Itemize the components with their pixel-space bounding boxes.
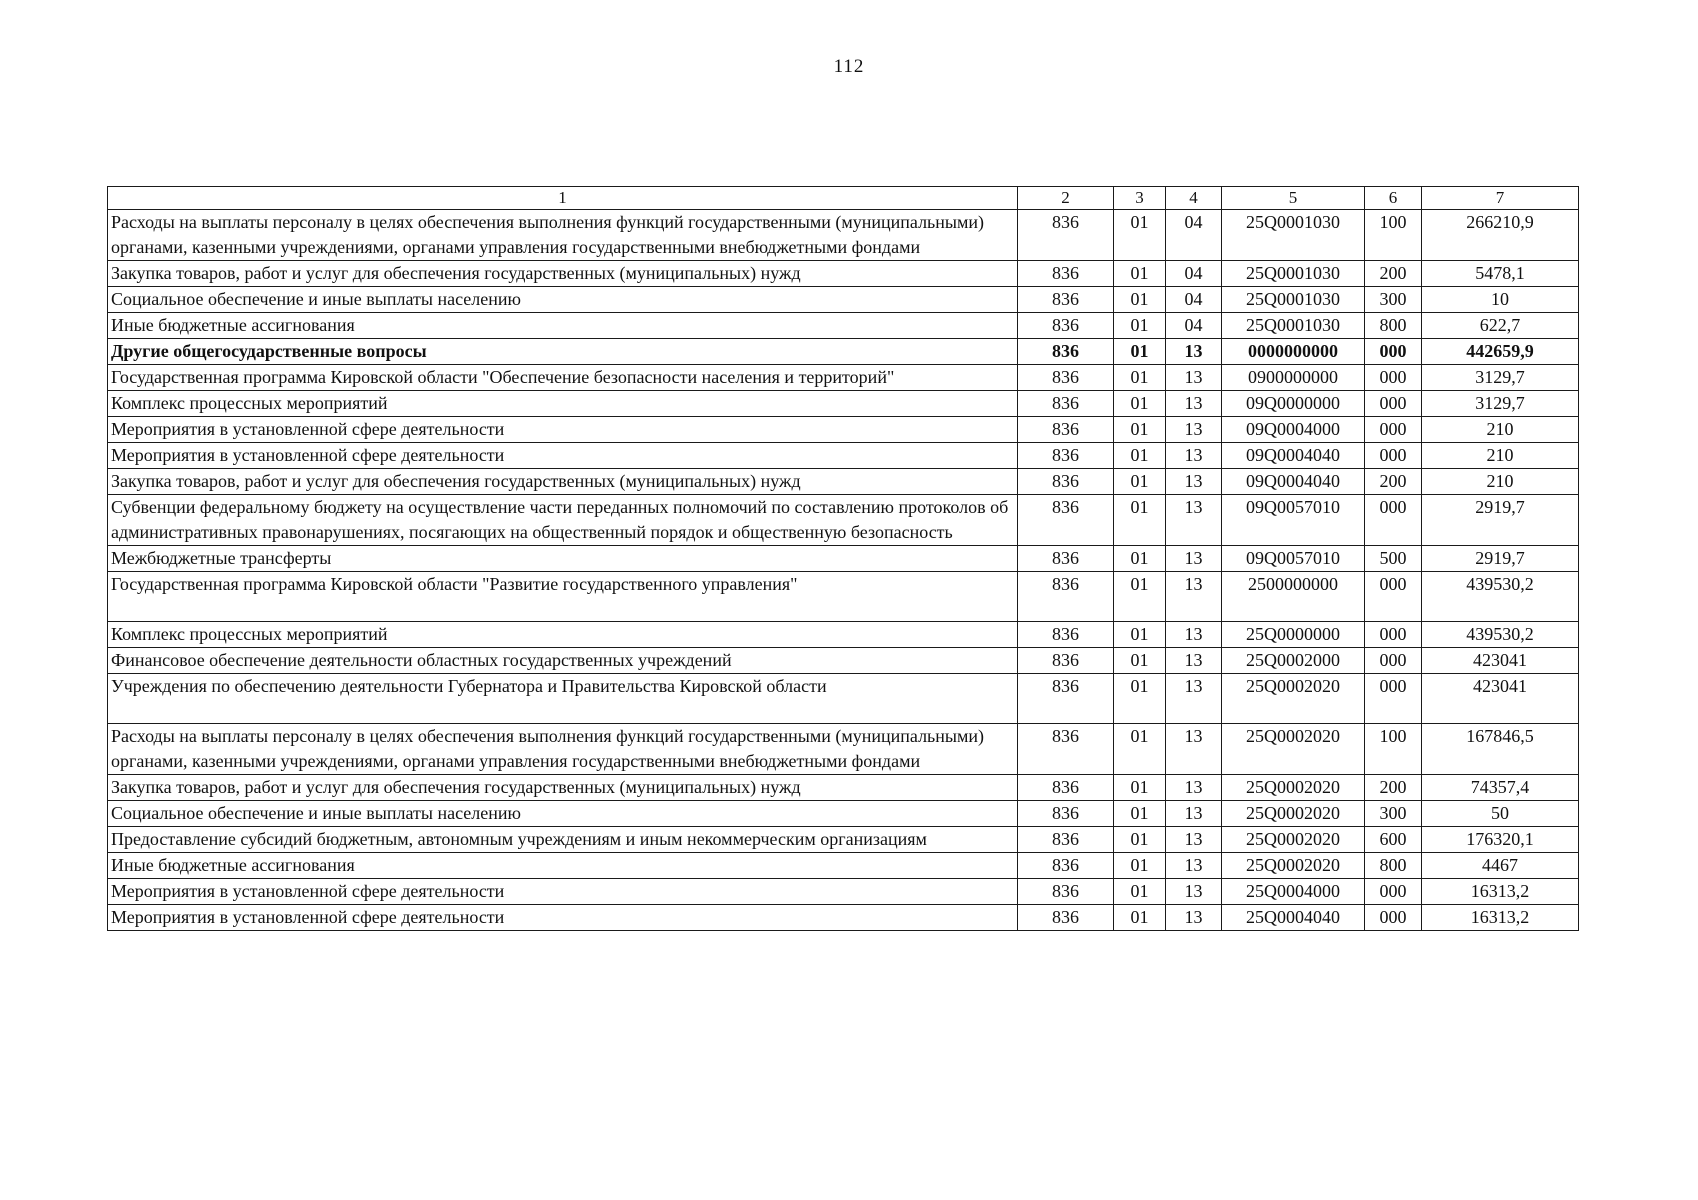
subsection-code-cell: 13 [1166,443,1222,469]
target-article-cell: 25Q0002020 [1222,775,1365,801]
grbs-code-cell: 836 [1018,287,1114,313]
amount-cell: 210 [1422,417,1579,443]
subsection-code-cell: 04 [1166,313,1222,339]
section-code-cell: 01 [1114,801,1166,827]
grbs-code-cell: 836 [1018,469,1114,495]
row-name-cell: Социальное обеспечение и иные выплаты населению [108,801,1018,827]
subsection-code-cell: 13 [1166,339,1222,365]
expense-type-cell: 100 [1365,210,1422,261]
amount-cell: 3129,7 [1422,365,1579,391]
table-row [108,648,1579,674]
row-name-cell: Расходы на выплаты персоналу в целях обеспечения выполнения функций государственными (муниципальными) органами, казенными учреждениями, органами управления государственными внебюджетными фондами [108,210,1018,261]
grbs-code-cell: 836 [1018,879,1114,905]
column-header: 7 [1422,187,1579,210]
subsection-code-cell: 13 [1166,724,1222,775]
target-article-cell: 25Q0001030 [1222,210,1365,261]
target-article-cell: 25Q0001030 [1222,313,1365,339]
expense-type-cell: 000 [1365,391,1422,417]
table-row [108,339,1579,365]
amount-cell: 176320,1 [1422,827,1579,853]
expense-type-cell: 200 [1365,775,1422,801]
row-name-cell: Финансовое обеспечение деятельности областных государственных учреждений [108,648,1018,674]
target-article-cell: 0900000000 [1222,365,1365,391]
grbs-code-cell: 836 [1018,365,1114,391]
amount-cell: 10 [1422,287,1579,313]
section-code-cell: 01 [1114,879,1166,905]
subsection-code-cell: 13 [1166,801,1222,827]
table-row [108,365,1579,391]
amount-cell: 167846,5 [1422,724,1579,775]
expense-type-cell: 000 [1365,674,1422,724]
target-article-cell: 25Q0002000 [1222,648,1365,674]
expense-type-cell: 000 [1365,648,1422,674]
subsection-code-cell: 13 [1166,674,1222,724]
row-name-cell: Комплекс процессных мероприятий [108,622,1018,648]
subsection-code-cell: 13 [1166,495,1222,546]
expense-type-cell: 200 [1365,469,1422,495]
row-name-cell: Субвенции федеральному бюджету на осуществление части переданных полномочий по составлению протоколов об административных правонарушениях, посягающих на общественный порядок и общественную безопасность [108,495,1018,546]
expense-type-cell: 300 [1365,801,1422,827]
grbs-code-cell: 836 [1018,495,1114,546]
row-name-cell: Закупка товаров, работ и услуг для обеспечения государственных (муниципальных) нужд [108,775,1018,801]
section-code-cell: 01 [1114,674,1166,724]
row-name-cell: Учреждения по обеспечению деятельности Губернатора и Правительства Кировской области [108,674,1018,724]
column-header: 4 [1166,187,1222,210]
expense-type-cell: 000 [1365,339,1422,365]
row-name-cell: Государственная программа Кировской области "Обеспечение безопасности населения и территорий" [108,365,1018,391]
amount-cell: 423041 [1422,648,1579,674]
row-name-cell: Мероприятия в установленной сфере деятельности [108,443,1018,469]
row-name-cell: Государственная программа Кировской области "Развитие государственного управления" [108,572,1018,622]
amount-cell: 622,7 [1422,313,1579,339]
target-article-cell: 09Q0004000 [1222,417,1365,443]
table-row [108,287,1579,313]
target-article-cell: 25Q0002020 [1222,724,1365,775]
header-row [108,187,1579,210]
row-name-cell: Иные бюджетные ассигнования [108,313,1018,339]
target-article-cell: 09Q0057010 [1222,546,1365,572]
expense-type-cell: 500 [1365,546,1422,572]
subsection-code-cell: 13 [1166,622,1222,648]
target-article-cell: 25Q0002020 [1222,853,1365,879]
section-code-cell: 01 [1114,546,1166,572]
target-article-cell: 25Q0002020 [1222,674,1365,724]
amount-cell: 16313,2 [1422,905,1579,931]
expense-type-cell: 000 [1365,365,1422,391]
row-name-cell: Мероприятия в установленной сфере деятельности [108,905,1018,931]
subsection-code-cell: 04 [1166,210,1222,261]
amount-cell: 2919,7 [1422,546,1579,572]
row-name-cell: Межбюджетные трансферты [108,546,1018,572]
amount-cell: 210 [1422,469,1579,495]
row-name-cell: Закупка товаров, работ и услуг для обеспечения государственных (муниципальных) нужд [108,469,1018,495]
target-article-cell: 09Q0004040 [1222,469,1365,495]
target-article-cell: 25Q0001030 [1222,287,1365,313]
section-code-cell: 01 [1114,391,1166,417]
grbs-code-cell: 836 [1018,546,1114,572]
row-name-cell: Закупка товаров, работ и услуг для обеспечения государственных (муниципальных) нужд [108,261,1018,287]
subsection-code-cell: 13 [1166,853,1222,879]
expense-type-cell: 000 [1365,495,1422,546]
expense-type-cell: 000 [1365,443,1422,469]
expense-type-cell: 000 [1365,622,1422,648]
table-row [108,724,1579,775]
table-row [108,775,1579,801]
table-row [108,801,1579,827]
expense-type-cell: 000 [1365,572,1422,622]
column-header: 6 [1365,187,1422,210]
table-row [108,313,1579,339]
expense-type-cell: 300 [1365,287,1422,313]
grbs-code-cell: 836 [1018,648,1114,674]
amount-cell: 423041 [1422,674,1579,724]
page-number: 112 [833,56,865,77]
grbs-code-cell: 836 [1018,391,1114,417]
grbs-code-cell: 836 [1018,443,1114,469]
table-row [108,572,1579,622]
grbs-code-cell: 836 [1018,674,1114,724]
row-name-cell: Иные бюджетные ассигнования [108,853,1018,879]
section-code-cell: 01 [1114,261,1166,287]
grbs-code-cell: 836 [1018,261,1114,287]
amount-cell: 439530,2 [1422,622,1579,648]
subsection-code-cell: 13 [1166,391,1222,417]
expense-type-cell: 000 [1365,417,1422,443]
amount-cell: 74357,4 [1422,775,1579,801]
row-name-cell: Предоставление субсидий бюджетным, автономным учреждениям и иным некоммерческим организациям [108,827,1018,853]
section-code-cell: 01 [1114,339,1166,365]
table-row [108,469,1579,495]
grbs-code-cell: 836 [1018,622,1114,648]
section-code-cell: 01 [1114,622,1166,648]
table-row [108,261,1579,287]
section-code-cell: 01 [1114,905,1166,931]
target-article-cell: 25Q0004040 [1222,905,1365,931]
subsection-code-cell: 13 [1166,365,1222,391]
grbs-code-cell: 836 [1018,775,1114,801]
amount-cell: 439530,2 [1422,572,1579,622]
grbs-code-cell: 836 [1018,827,1114,853]
amount-cell: 4467 [1422,853,1579,879]
grbs-code-cell: 836 [1018,853,1114,879]
amount-cell: 5478,1 [1422,261,1579,287]
subsection-code-cell: 04 [1166,261,1222,287]
table-row [108,622,1579,648]
table-row [108,210,1579,261]
amount-cell: 442659,9 [1422,339,1579,365]
grbs-code-cell: 836 [1018,724,1114,775]
table-row [108,674,1579,724]
grbs-code-cell: 836 [1018,210,1114,261]
target-article-cell: 25Q0002020 [1222,801,1365,827]
target-article-cell: 09Q0057010 [1222,495,1365,546]
column-header: 2 [1018,187,1114,210]
row-name-cell: Другие общегосударственные вопросы [108,339,1018,365]
subsection-code-cell: 13 [1166,572,1222,622]
row-name-cell: Расходы на выплаты персоналу в целях обеспечения выполнения функций государственными (муниципальными) органами, казенными учреждениями, органами управления государственными внебюджетными фондами [108,724,1018,775]
subsection-code-cell: 13 [1166,775,1222,801]
row-name-cell: Мероприятия в установленной сфере деятельности [108,417,1018,443]
section-code-cell: 01 [1114,648,1166,674]
target-article-cell: 25Q0002020 [1222,827,1365,853]
target-article-cell: 09Q0000000 [1222,391,1365,417]
table-row [108,853,1579,879]
subsection-code-cell: 04 [1166,287,1222,313]
section-code-cell: 01 [1114,443,1166,469]
section-code-cell: 01 [1114,724,1166,775]
table-row [108,546,1579,572]
table-row [108,827,1579,853]
table-row [108,905,1579,931]
amount-cell: 2919,7 [1422,495,1579,546]
target-article-cell: 0000000000 [1222,339,1365,365]
column-header: 3 [1114,187,1166,210]
section-code-cell: 01 [1114,210,1166,261]
expense-type-cell: 000 [1365,905,1422,931]
subsection-code-cell: 13 [1166,469,1222,495]
grbs-code-cell: 836 [1018,801,1114,827]
section-code-cell: 01 [1114,313,1166,339]
amount-cell: 16313,2 [1422,879,1579,905]
expense-type-cell: 000 [1365,879,1422,905]
table-row [108,391,1579,417]
target-article-cell: 25Q0001030 [1222,261,1365,287]
target-article-cell: 25Q0004000 [1222,879,1365,905]
table-body [108,210,1579,931]
section-code-cell: 01 [1114,775,1166,801]
target-article-cell: 09Q0004040 [1222,443,1365,469]
subsection-code-cell: 13 [1166,827,1222,853]
row-name-cell: Комплекс процессных мероприятий [108,391,1018,417]
amount-cell: 50 [1422,801,1579,827]
subsection-code-cell: 13 [1166,648,1222,674]
section-code-cell: 01 [1114,417,1166,443]
column-header: 5 [1222,187,1365,210]
table-row [108,879,1579,905]
expense-type-cell: 100 [1365,724,1422,775]
section-code-cell: 01 [1114,572,1166,622]
section-code-cell: 01 [1114,287,1166,313]
row-name-cell: Социальное обеспечение и иные выплаты населению [108,287,1018,313]
amount-cell: 3129,7 [1422,391,1579,417]
subsection-code-cell: 13 [1166,546,1222,572]
section-code-cell: 01 [1114,469,1166,495]
table-row [108,417,1579,443]
target-article-cell: 2500000000 [1222,572,1365,622]
grbs-code-cell: 836 [1018,313,1114,339]
subsection-code-cell: 13 [1166,879,1222,905]
expense-type-cell: 600 [1365,827,1422,853]
amount-cell: 266210,9 [1422,210,1579,261]
section-code-cell: 01 [1114,365,1166,391]
table-row [108,443,1579,469]
expense-type-cell: 800 [1365,853,1422,879]
expense-type-cell: 800 [1365,313,1422,339]
grbs-code-cell: 836 [1018,339,1114,365]
column-header: 1 [108,187,1018,210]
section-code-cell: 01 [1114,853,1166,879]
grbs-code-cell: 836 [1018,572,1114,622]
section-code-cell: 01 [1114,495,1166,546]
subsection-code-cell: 13 [1166,417,1222,443]
table-row [108,495,1579,546]
budget-table [107,186,1579,931]
subsection-code-cell: 13 [1166,905,1222,931]
row-name-cell: Мероприятия в установленной сфере деятельности [108,879,1018,905]
amount-cell: 210 [1422,443,1579,469]
expense-type-cell: 200 [1365,261,1422,287]
grbs-code-cell: 836 [1018,905,1114,931]
section-code-cell: 01 [1114,827,1166,853]
grbs-code-cell: 836 [1018,417,1114,443]
target-article-cell: 25Q0000000 [1222,622,1365,648]
